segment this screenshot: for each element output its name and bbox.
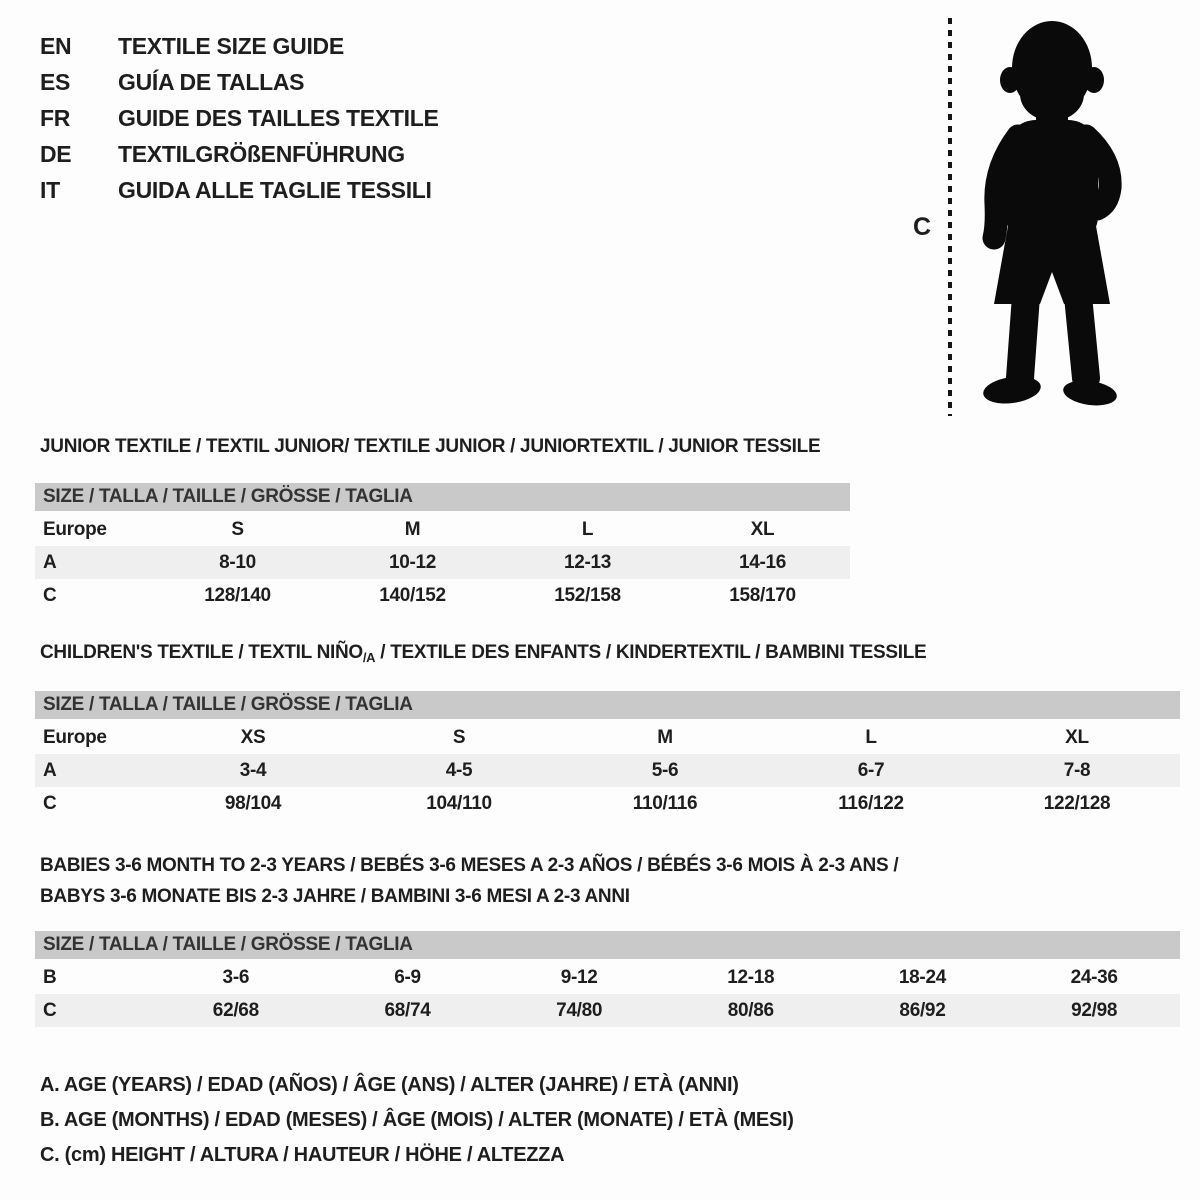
- height-cell: 152/158: [554, 584, 621, 606]
- age-cell: 7-8: [1063, 759, 1091, 781]
- table-row-europe: [35, 513, 850, 546]
- size-cell: XL: [1065, 726, 1089, 748]
- age-cell: 14-16: [738, 551, 787, 573]
- row-label: Europe: [43, 518, 107, 540]
- children-heading-subscript: /A: [362, 650, 376, 665]
- height-cell: 116/122: [838, 792, 904, 814]
- row-label: Europe: [43, 726, 107, 748]
- legend-line-a: A. AGE (YEARS) / EDAD (AÑOS) / ÂGE (ANS) / ALTER (JAHRE) / ETÀ (ANNI): [40, 1074, 739, 1096]
- age-cell: 4-5: [445, 759, 473, 781]
- age-cell: 8-10: [219, 551, 256, 573]
- age-cell: 5-6: [651, 759, 679, 781]
- language-row-en: [40, 28, 439, 64]
- size-cell: M: [404, 518, 421, 540]
- table-row-height: [35, 579, 850, 612]
- legend-line-b: B. AGE (MONTHS) / EDAD (MESES) / ÂGE (MOIS) / ALTER (MONATE) / ETÀ (MESI): [40, 1109, 794, 1131]
- language-title: GUIDE DES TAILLES TEXTILE: [118, 105, 439, 131]
- language-header: [40, 28, 439, 208]
- language-code: FR: [40, 105, 71, 131]
- children-heading-rest: / TEXTILE DES ENFANTS / KINDERTEXTIL / BAMBINI TESSILE: [375, 642, 927, 663]
- size-cell: L: [865, 726, 877, 748]
- babies-heading-line1: BABIES 3-6 MONTH TO 2-3 YEARS / BEBÉS 3-6 MESES A 2-3 AÑOS / BÉBÉS 3-6 MOIS À 2-3 ANS /: [40, 855, 899, 876]
- size-cell: S: [452, 726, 466, 748]
- height-cell: 68/74: [384, 999, 431, 1021]
- row-label: C: [43, 999, 57, 1021]
- legend-line-c: C. (cm) HEIGHT / ALTURA / HAUTEUR / HÖHE / ALTEZZA: [40, 1144, 565, 1166]
- height-cell: 74/80: [556, 999, 603, 1021]
- height-measure-label: C: [913, 213, 932, 241]
- row-label: C: [43, 584, 57, 606]
- junior-table-grid: [35, 513, 850, 612]
- children-section-heading: [40, 642, 926, 665]
- junior-size-table: [35, 483, 850, 612]
- months-cell: 12-18: [727, 966, 775, 988]
- height-dashed-line: [948, 18, 952, 416]
- table-row-height: [35, 994, 1180, 1027]
- language-code: IT: [40, 177, 60, 203]
- row-label: A: [43, 551, 57, 573]
- table-row-europe: [35, 721, 1180, 754]
- junior-size-bar: SIZE / TALLA / TAILLE / GRÖSSE / TAGLIA: [35, 483, 850, 511]
- legend: [40, 1068, 794, 1173]
- height-cell: 104/110: [426, 792, 492, 814]
- table-row-height: [35, 787, 1180, 820]
- children-size-table: [35, 691, 1180, 820]
- size-cell: S: [231, 518, 244, 540]
- language-row-it: [40, 172, 439, 208]
- children-table-grid: [35, 721, 1180, 820]
- children-size-bar: SIZE / TALLA / TAILLE / GRÖSSE / TAGLIA: [35, 691, 1180, 719]
- months-cell: 9-12: [560, 966, 598, 988]
- size-cell: M: [657, 726, 673, 748]
- height-cell: 140/152: [379, 584, 446, 606]
- babies-table-grid: [35, 961, 1180, 1027]
- size-cell: XL: [750, 518, 775, 540]
- months-cell: 6-9: [394, 966, 421, 988]
- height-cell: 110/116: [632, 792, 698, 814]
- row-label: B: [43, 966, 57, 988]
- months-cell: 24-36: [1070, 966, 1118, 988]
- language-code: ES: [40, 69, 71, 95]
- height-cell: 122/128: [1043, 792, 1111, 814]
- size-cell: L: [581, 518, 594, 540]
- height-cell: 62/68: [212, 999, 259, 1021]
- age-cell: 10-12: [388, 551, 437, 573]
- height-cell: 86/92: [899, 999, 946, 1021]
- height-cell: 92/98: [1071, 999, 1118, 1021]
- months-cell: 18-24: [898, 966, 946, 988]
- height-cell: 158/170: [729, 584, 796, 606]
- language-row-es: [40, 64, 439, 100]
- height-cell: 98/104: [224, 792, 282, 814]
- age-cell: 3-4: [239, 759, 267, 781]
- babies-size-table: [35, 931, 1180, 1027]
- height-cell: 80/86: [727, 999, 774, 1021]
- size-cell: XS: [240, 726, 266, 748]
- language-title: TEXTILGRÖßENFÜHRUNG: [118, 141, 405, 167]
- table-row-age: [35, 546, 850, 579]
- months-cell: 3-6: [222, 966, 250, 988]
- row-label: A: [43, 759, 57, 781]
- row-label: C: [43, 792, 57, 814]
- language-row-de: [40, 136, 439, 172]
- toddler-silhouette-icon: [966, 16, 1138, 418]
- language-code: EN: [40, 33, 72, 59]
- babies-section-heading: [40, 850, 898, 912]
- height-cell: 128/140: [204, 584, 271, 606]
- age-cell: 12-13: [563, 551, 612, 573]
- age-cell: 6-7: [857, 759, 885, 781]
- language-code: DE: [40, 141, 72, 167]
- table-row-age: [35, 754, 1180, 787]
- children-heading-main: CHILDREN'S TEXTILE / TEXTIL NIÑO: [40, 642, 363, 663]
- language-title: GUÍA DE TALLAS: [118, 69, 305, 95]
- babies-heading-line2: BABYS 3-6 MONATE BIS 2-3 JAHRE / BAMBINI 3-6 MESI A 2-3 ANNI: [40, 886, 630, 907]
- babies-size-bar: SIZE / TALLA / TAILLE / GRÖSSE / TAGLIA: [35, 931, 1180, 959]
- language-row-fr: [40, 100, 439, 136]
- table-row-months: [35, 961, 1180, 994]
- language-title: TEXTILE SIZE GUIDE: [118, 33, 344, 59]
- junior-section-heading: JUNIOR TEXTILE / TEXTIL JUNIOR/ TEXTILE JUNIOR / JUNIORTEXTIL / JUNIOR TESSILE: [40, 436, 821, 457]
- language-title: GUIDA ALLE TAGLIE TESSILI: [118, 177, 432, 203]
